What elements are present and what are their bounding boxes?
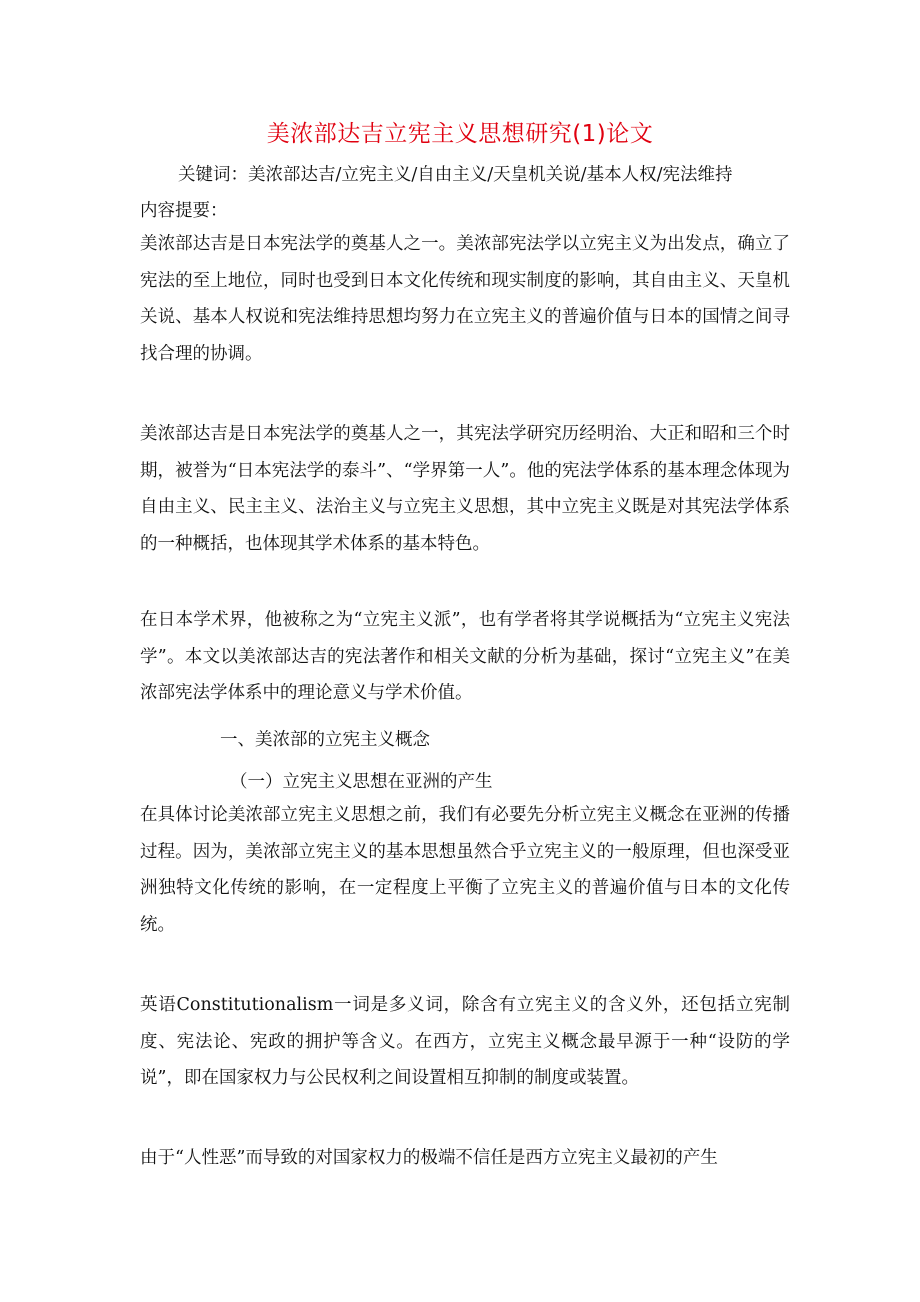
body-paragraph: 在日本学术界，他被称之为“立宪主义派”，也有学者将其学说概括为“立宪主义宪法学”。本文以美浓部达吉的宪法著作和相关文献的分析为基础，探讨“立宪主义”在美浓部宪法学体系中的理论意义与学术价值。 <box>140 610 790 704</box>
section-heading: 一、美浓部的立宪主义概念 <box>220 730 430 750</box>
body-paragraph: 美浓部达吉是日本宪法学的奠基人之一，其宪法学研究历经明治、大正和昭和三个时期，被誉为“日本宪法学的泰斗”、“学界第一人”。他的宪法学体系的基本理念体现为自由主义、民主主义、法治主义与立宪主义思想，其中立宪主义既是对其宪法学体系的一种概括，也体现其学术体系的基本特色。 <box>140 424 790 555</box>
summary-label: 内容提要： <box>140 201 228 221</box>
document-title: 美浓部达吉立宪主义思想研究(1)论文 <box>266 121 654 147</box>
body-paragraph: 英语Constitutionalism一词是多义词，除含有立宪主义的含义外，还包括立宪制度、宪法论、宪政的拥护等含义。在西方，立宪主义概念最早源于一种“设防的学说”，即在国家权力与公民权利之间设置相互抑制的制度或装置。 <box>140 995 790 1089</box>
subsection-heading: （一）立宪主义思想在亚洲的产生 <box>230 772 493 792</box>
body-paragraph: 由于“人性恶”而导致的对国家权力的极端不信任是西方立宪主义最初的产生 <box>140 1148 718 1168</box>
body-paragraph: 在具体讨论美浓部立宪主义思想之前，我们有必要先分析立宪主义概念在亚洲的传播过程。因为，美浓部立宪主义的基本思想虽然合乎立宪主义的一般原理，但也深受亚洲独特文化传统的影响，在一定程度上平衡了立宪主义的普遍价值与日本的文化传统。 <box>140 805 790 936</box>
abstract-paragraph: 美浓部达吉是日本宪法学的奠基人之一。美浓部宪法学以立宪主义为出发点，确立了宪法的至上地位，同时也受到日本文化传统和现实制度的影响，其自由主义、天皇机关说、基本人权说和宪法维持思想均努力在立宪主义的普遍价值与日本的国情之间寻找合理的协调。 <box>140 234 790 365</box>
keywords-line: 关键词：美浓部达吉/立宪主义/自由主义/天皇机关说/基本人权/宪法维持 <box>178 165 733 185</box>
